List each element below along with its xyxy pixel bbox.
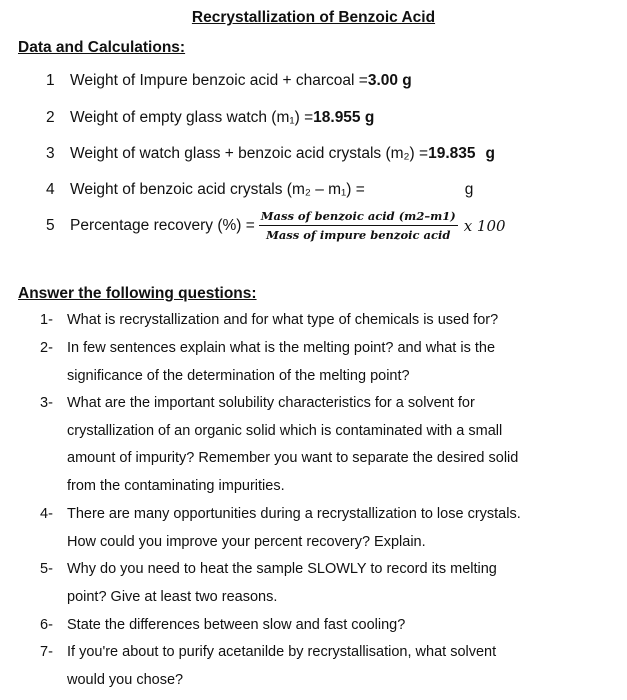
question-text-line: If you're about to purify acetanilde by recrystallisation, what solvent (67, 644, 497, 660)
calc-row-number: 4 (46, 181, 55, 198)
question-number: 4- (40, 506, 53, 522)
calc-row-2 (46, 109, 374, 127)
calc-row-3 (46, 145, 495, 163)
question-number: 2- (40, 340, 53, 356)
calc-row-value: 18.955 g (313, 109, 375, 126)
calc-row-1 (46, 72, 412, 90)
calc-row-number: 3 (46, 145, 55, 162)
question-text-line: How could you improve your percent recovery? Explain. (67, 533, 426, 550)
calc-row-value: 19.835 (428, 145, 476, 162)
calc-row-unit: g (485, 145, 495, 162)
calc-row-label: Percentage recovery (%) = (70, 216, 255, 234)
question-text-line: Why do you need to heat the sample SLOWLY to record its melting (67, 561, 497, 577)
question-number: 5- (40, 561, 53, 577)
question-text-line: State the differences between slow and fast cooling? (67, 617, 406, 633)
formula-denominator: Mass of impure benzoic acid (266, 228, 451, 242)
question-text-line: There are many opportunities during a recrystallization to lose crystals. (67, 506, 521, 522)
question-number: 3- (40, 395, 53, 411)
question-text-line: amount of impurity? Remember you want to separate the desired solid (67, 450, 519, 467)
calc-row-number: 1 (46, 72, 55, 89)
calc-row-number: 5 (46, 216, 55, 234)
formula-multiplier: x 100 (463, 216, 506, 235)
calc-row-4 (46, 181, 473, 199)
calc-row-number: 2 (46, 109, 55, 126)
question-text-line: from the contaminating impurities. (67, 477, 285, 494)
calc-row-label: Weight of benzoic acid crystals (m₂ – m₁) = (70, 181, 365, 198)
calc-row-unit: g (464, 181, 474, 198)
question-text-line: What is recrystallization and for what type of chemicals is used for? (67, 312, 499, 328)
question-number: 1- (40, 312, 53, 328)
calc-row-5 (46, 209, 506, 242)
question-text-line: significance of the determination of the melting point? (67, 367, 410, 384)
formula-numerator: Mass of benzoic acid (m2–m1) (259, 209, 458, 226)
question-text-line: crystallization of an organic solid which is contaminated with a small (67, 422, 503, 439)
question-text-line: What are the important solubility characteristics for a solvent for (67, 395, 475, 411)
data-calculations-heading: Data and Calculations: (18, 39, 186, 56)
page-title: Recrystallization of Benzoic Acid (191, 9, 436, 26)
calc-row-value: 3.00 g (367, 72, 412, 89)
calc-row-label: Weight of watch glass + benzoic acid crystals (m₂) = (70, 145, 429, 162)
questions-heading: Answer the following questions: (18, 285, 257, 302)
question-number: 6- (40, 617, 53, 633)
question-text-line: point? Give at least two reasons. (67, 588, 278, 605)
calc-row-label: Weight of empty glass watch (m₁) = (70, 109, 314, 126)
recovery-formula-fraction (259, 209, 458, 242)
calc-row-label: Weight of Impure benzoic acid + charcoal = (70, 72, 368, 89)
question-number: 7- (40, 644, 53, 660)
question-text-line: would you chose? (67, 671, 184, 688)
question-text-line: In few sentences explain what is the melting point? and what is the (67, 340, 496, 356)
